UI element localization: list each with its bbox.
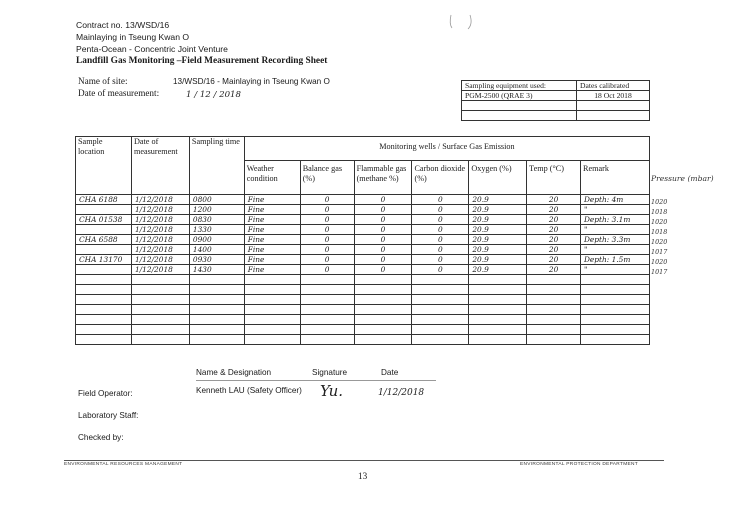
row-location — [76, 205, 132, 215]
field-operator-label: Field Operator: — [78, 389, 133, 398]
row-weather: Fine — [244, 225, 300, 235]
empty-cell — [527, 275, 581, 285]
row-balance-gas: 0 — [300, 205, 354, 215]
empty-cell — [131, 335, 189, 345]
row-carbon-dioxide: 0 — [412, 245, 469, 255]
empty-cell — [469, 305, 527, 315]
empty-cell — [354, 275, 412, 285]
row-oxygen: 20.9 — [469, 215, 527, 225]
empty-cell — [300, 285, 354, 295]
empty-cell — [189, 315, 244, 325]
equipment-empty-cell — [462, 101, 577, 111]
row-remark: " — [581, 265, 650, 275]
row-oxygen: 20.9 — [469, 205, 527, 215]
empty-cell — [131, 325, 189, 335]
row-temp: 20 — [527, 245, 581, 255]
empty-table-row — [76, 335, 650, 345]
measurement-table — [75, 136, 650, 345]
empty-cell — [412, 305, 469, 315]
row-time: 0800 — [189, 195, 244, 205]
col-signature: Signature — [312, 368, 348, 377]
empty-cell — [76, 275, 132, 285]
empty-cell — [412, 285, 469, 295]
row-remark: Depth: 3.3m — [581, 235, 650, 245]
empty-cell — [527, 285, 581, 295]
equipment-empty-cell — [462, 111, 577, 121]
col-weather: Weather condition — [244, 161, 300, 195]
footer-rule — [64, 460, 664, 461]
empty-cell — [527, 305, 581, 315]
sheet-title: Landfill Gas Monitoring –Field Measurement Recording Sheet — [76, 56, 328, 66]
empty-cell — [581, 325, 650, 335]
empty-cell — [412, 335, 469, 345]
row-flammable-gas: 0 — [354, 225, 412, 235]
empty-cell — [581, 285, 650, 295]
col-flammable-gas: Flammable gas (methane %) — [354, 161, 412, 195]
row-balance-gas: 0 — [300, 215, 354, 225]
row-weather: Fine — [244, 265, 300, 275]
empty-cell — [189, 305, 244, 315]
empty-cell — [300, 315, 354, 325]
scan-mark-icon — [448, 12, 474, 34]
calibration-empty-cell — [577, 111, 650, 121]
row-flammable-gas: 0 — [354, 245, 412, 255]
row-carbon-dioxide: 0 — [412, 265, 469, 275]
equipment-value: PGM-2500 (QRAE 3) — [462, 91, 577, 101]
empty-cell — [469, 295, 527, 305]
empty-cell — [76, 305, 132, 315]
empty-cell — [354, 305, 412, 315]
row-weather: Fine — [244, 255, 300, 265]
row-remark: " — [581, 225, 650, 235]
empty-cell — [469, 275, 527, 285]
calibration-header: Dates calibrated — [577, 81, 650, 91]
empty-cell — [354, 315, 412, 325]
col-temp: Temp (°C) — [527, 161, 581, 195]
empty-cell — [76, 295, 132, 305]
empty-cell — [244, 335, 300, 345]
empty-table-row — [76, 295, 650, 305]
row-date: 1/12/2018 — [131, 225, 189, 235]
empty-table-row — [76, 275, 650, 285]
row-carbon-dioxide: 0 — [412, 205, 469, 215]
contract-number: Contract no. 13/WSD/16 — [76, 20, 170, 30]
contractor-name: Penta-Ocean - Concentric Joint Venture — [76, 44, 228, 54]
row-remark: Depth: 1.5m — [581, 255, 650, 265]
equipment-header: Sampling equipment used: — [462, 81, 577, 91]
row-flammable-gas: 0 — [354, 215, 412, 225]
empty-cell — [469, 285, 527, 295]
row-date: 1/12/2018 — [131, 265, 189, 275]
empty-cell — [300, 325, 354, 335]
col-date: Date of measurement — [131, 137, 189, 195]
site-name-value: 13/WSD/16 - Mainlaying in Tseung Kwan O — [173, 77, 330, 86]
empty-table-row — [76, 305, 650, 315]
row-flammable-gas: 0 — [354, 265, 412, 275]
row-time: 1200 — [189, 205, 244, 215]
row-temp: 20 — [527, 225, 581, 235]
empty-cell — [354, 325, 412, 335]
row-temp: 20 — [527, 205, 581, 215]
empty-cell — [189, 325, 244, 335]
empty-cell — [76, 285, 132, 295]
col-group-monitoring: Monitoring wells / Surface Gas Emission — [244, 137, 649, 161]
date-of-measurement-label: Date of measurement: — [78, 88, 160, 98]
empty-cell — [244, 325, 300, 335]
empty-cell — [244, 295, 300, 305]
row-time: 1400 — [189, 245, 244, 255]
row-carbon-dioxide: 0 — [412, 215, 469, 225]
row-temp: 20 — [527, 255, 581, 265]
row-time: 1430 — [189, 265, 244, 275]
empty-cell — [527, 315, 581, 325]
row-balance-gas: 0 — [300, 225, 354, 235]
row-carbon-dioxide: 0 — [412, 235, 469, 245]
pressure-value: 1020 — [651, 238, 668, 246]
pressure-value: 1020 — [651, 218, 668, 226]
row-date: 1/12/2018 — [131, 235, 189, 245]
row-oxygen: 20.9 — [469, 245, 527, 255]
table-row — [76, 215, 650, 225]
row-time: 0830 — [189, 215, 244, 225]
row-date: 1/12/2018 — [131, 245, 189, 255]
row-location: CHA 01538 — [76, 215, 132, 225]
pressure-value: 1018 — [651, 208, 668, 216]
row-flammable-gas: 0 — [354, 195, 412, 205]
field-operator-name: Kenneth LAU (Safety Officer) — [196, 386, 302, 395]
empty-table-row — [76, 315, 650, 325]
row-location — [76, 265, 132, 275]
row-remark: " — [581, 245, 650, 255]
pressure-note: Pressure (mbar) — [651, 174, 714, 183]
row-flammable-gas: 0 — [354, 235, 412, 245]
empty-cell — [581, 315, 650, 325]
laboratory-staff-label: Laboratory Staff: — [78, 411, 139, 420]
empty-table-row — [76, 325, 650, 335]
empty-cell — [412, 325, 469, 335]
footer-right: ENVIRONMENTAL PROTECTION DEPARTMENT — [520, 462, 638, 467]
empty-cell — [76, 325, 132, 335]
empty-cell — [244, 305, 300, 315]
row-balance-gas: 0 — [300, 255, 354, 265]
table-row — [76, 255, 650, 265]
row-carbon-dioxide: 0 — [412, 225, 469, 235]
empty-cell — [581, 275, 650, 285]
row-oxygen: 20.9 — [469, 225, 527, 235]
empty-cell — [131, 275, 189, 285]
empty-cell — [189, 335, 244, 345]
project-name: Mainlaying in Tseung Kwan O — [76, 32, 190, 42]
pressure-value: 1020 — [651, 258, 668, 266]
col-carbon-dioxide: Carbon dioxide (%) — [412, 161, 469, 195]
row-date: 1/12/2018 — [131, 255, 189, 265]
row-oxygen: 20.9 — [469, 195, 527, 205]
row-remark: Depth: 3.1m — [581, 215, 650, 225]
empty-table-row — [76, 285, 650, 295]
row-location: CHA 6188 — [76, 195, 132, 205]
empty-cell — [131, 305, 189, 315]
row-balance-gas: 0 — [300, 245, 354, 255]
pressure-value: 1017 — [651, 248, 668, 256]
empty-cell — [189, 295, 244, 305]
empty-cell — [76, 335, 132, 345]
pressure-value: 1020 — [651, 198, 668, 206]
row-temp: 20 — [527, 265, 581, 275]
row-temp: 20 — [527, 195, 581, 205]
empty-cell — [131, 295, 189, 305]
empty-cell — [189, 275, 244, 285]
col-sample-location: Sample location — [76, 137, 132, 195]
empty-cell — [300, 305, 354, 315]
row-weather: Fine — [244, 215, 300, 225]
row-weather: Fine — [244, 245, 300, 255]
row-location — [76, 225, 132, 235]
field-operator-date: 1/12/2018 — [378, 388, 425, 398]
row-remark: Depth: 4m — [581, 195, 650, 205]
empty-cell — [469, 315, 527, 325]
row-oxygen: 20.9 — [469, 255, 527, 265]
row-location: CHA 13170 — [76, 255, 132, 265]
row-date: 1/12/2018 — [131, 215, 189, 225]
col-balance-gas: Balance gas (%) — [300, 161, 354, 195]
empty-cell — [354, 285, 412, 295]
col-remark: Remark — [581, 161, 650, 195]
checked-by-label: Checked by: — [78, 433, 124, 442]
empty-cell — [469, 335, 527, 345]
field-operator-signature: Yu. — [320, 382, 344, 400]
empty-cell — [244, 315, 300, 325]
table-row — [76, 245, 650, 255]
row-remark: " — [581, 205, 650, 215]
row-balance-gas: 0 — [300, 265, 354, 275]
empty-cell — [300, 275, 354, 285]
empty-cell — [244, 275, 300, 285]
table-row — [76, 235, 650, 245]
empty-cell — [412, 315, 469, 325]
row-carbon-dioxide: 0 — [412, 195, 469, 205]
table-row — [76, 225, 650, 235]
empty-cell — [76, 315, 132, 325]
empty-cell — [527, 335, 581, 345]
row-location — [76, 245, 132, 255]
col-signoff-date: Date — [381, 368, 399, 377]
table-row — [76, 205, 650, 215]
row-weather: Fine — [244, 195, 300, 205]
row-time: 0930 — [189, 255, 244, 265]
empty-cell — [469, 325, 527, 335]
empty-cell — [581, 335, 650, 345]
row-balance-gas: 0 — [300, 235, 354, 245]
row-oxygen: 20.9 — [469, 235, 527, 245]
equipment-table — [461, 80, 650, 121]
signoff-header-rule — [196, 380, 436, 381]
row-date: 1/12/2018 — [131, 195, 189, 205]
date-of-measurement-value: 1 / 12 / 2018 — [186, 90, 241, 100]
empty-cell — [412, 275, 469, 285]
col-name-designation: Name & Designation — [196, 368, 272, 377]
empty-cell — [131, 285, 189, 295]
col-time: Sampling time — [189, 137, 244, 195]
table-row — [76, 265, 650, 275]
row-location: CHA 6588 — [76, 235, 132, 245]
row-time: 1330 — [189, 225, 244, 235]
row-flammable-gas: 0 — [354, 255, 412, 265]
row-carbon-dioxide: 0 — [412, 255, 469, 265]
row-temp: 20 — [527, 215, 581, 225]
page-number: 13 — [358, 471, 368, 481]
row-balance-gas: 0 — [300, 195, 354, 205]
empty-cell — [581, 295, 650, 305]
pressure-value: 1018 — [651, 228, 668, 236]
empty-cell — [189, 285, 244, 295]
row-weather: Fine — [244, 235, 300, 245]
empty-cell — [354, 295, 412, 305]
row-weather: Fine — [244, 205, 300, 215]
row-oxygen: 20.9 — [469, 265, 527, 275]
empty-cell — [412, 295, 469, 305]
empty-cell — [300, 335, 354, 345]
pressure-value: 1017 — [651, 268, 668, 276]
empty-cell — [581, 305, 650, 315]
empty-cell — [354, 335, 412, 345]
empty-cell — [131, 315, 189, 325]
footer-left: ENVIRONMENTAL RESOURCES MANAGEMENT — [64, 462, 183, 467]
calibration-value: 18 Oct 2018 — [577, 91, 650, 101]
empty-cell — [527, 295, 581, 305]
row-temp: 20 — [527, 235, 581, 245]
row-date: 1/12/2018 — [131, 205, 189, 215]
row-flammable-gas: 0 — [354, 205, 412, 215]
calibration-empty-cell — [577, 101, 650, 111]
table-row — [76, 195, 650, 205]
empty-cell — [300, 295, 354, 305]
empty-cell — [244, 285, 300, 295]
site-name-label: Name of site: — [78, 76, 128, 86]
row-time: 0900 — [189, 235, 244, 245]
col-oxygen: Oxygen (%) — [469, 161, 527, 195]
empty-cell — [527, 325, 581, 335]
